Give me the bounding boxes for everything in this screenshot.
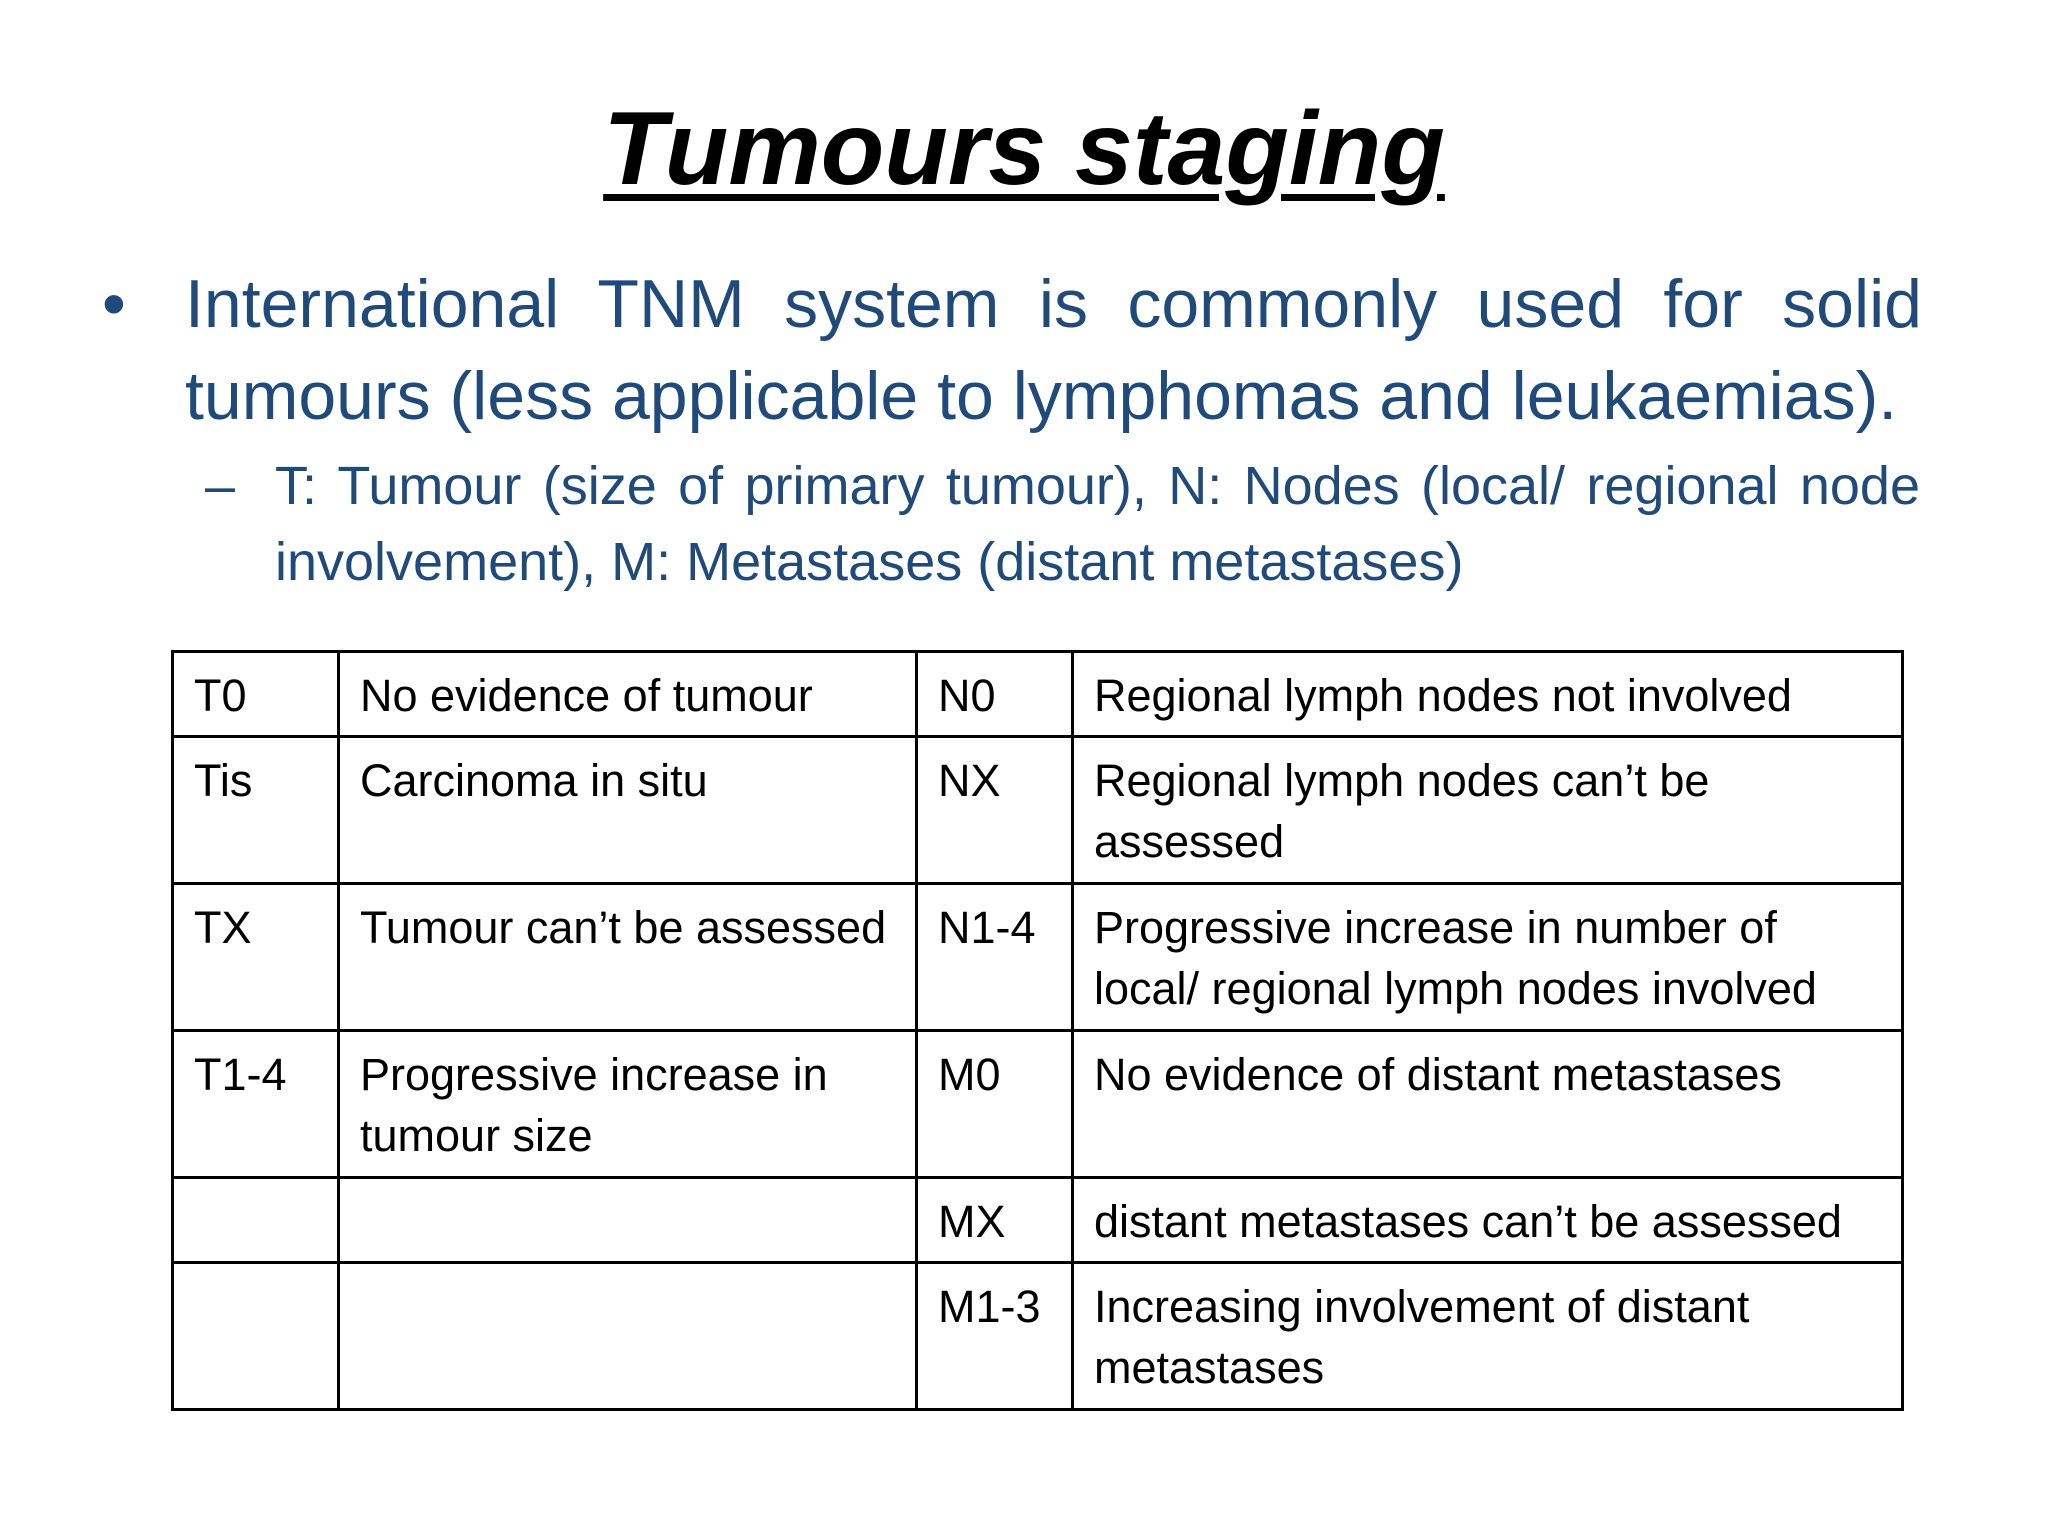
t-description-cell: Tumour can’t be assessed [339, 884, 917, 1031]
t-code-cell: T1-4 [173, 1031, 339, 1178]
nm-description-cell: Regional lymph nodes not involved [1073, 652, 1903, 737]
bullet-icon: • [102, 266, 126, 342]
t-code-cell: Tis [173, 737, 339, 884]
t-code-cell: TX [173, 884, 339, 1031]
table-row [173, 1031, 1903, 1178]
nm-description-cell: No evidence of distant metastases [1073, 1031, 1903, 1178]
nm-description-cell: distant metastases can’t be assessed [1073, 1178, 1903, 1263]
t-description-cell: Carcinoma in situ [339, 737, 917, 884]
nm-code-cell: NX [917, 737, 1073, 884]
slide-title-text: Tumours staging [603, 91, 1445, 207]
sub-bullet-point [205, 448, 1920, 600]
bullet-point [102, 258, 1922, 442]
nm-description-cell: Regional lymph nodes can’t be assessed [1073, 737, 1903, 884]
t-description-cell: Progressive increase in tumour size [339, 1031, 917, 1178]
nm-description-cell: Increasing involvement of distant metastases [1073, 1263, 1903, 1410]
nm-code-cell: N0 [917, 652, 1073, 737]
nm-code-cell: M0 [917, 1031, 1073, 1178]
t-code-cell: T0 [173, 652, 339, 737]
table-row [173, 884, 1903, 1031]
nm-code-cell: M1-3 [917, 1263, 1073, 1410]
nm-description-cell: Progressive increase in number of local/ regional lymph nodes involved [1073, 884, 1903, 1031]
table-row [173, 652, 1903, 737]
table-row [173, 1178, 1903, 1263]
t-code-cell [173, 1178, 339, 1263]
t-description-cell: No evidence of tumour [339, 652, 917, 737]
slide-title [0, 92, 2048, 206]
table-row [173, 1263, 1903, 1410]
bullet-text: International TNM system is commonly used for solid tumours (less applicable to lymphomas and leukaemias). [185, 266, 1922, 434]
t-description-cell [339, 1178, 917, 1263]
table-row [173, 737, 1903, 884]
t-description-cell [339, 1263, 917, 1410]
dash-icon: – [205, 456, 236, 516]
t-code-cell [173, 1263, 339, 1410]
tnm-staging-table [171, 650, 1904, 1411]
nm-code-cell: N1-4 [917, 884, 1073, 1031]
sub-bullet-text: T: Tumour (size of primary tumour), N: Nodes (local/ regional node involvement), M: Metastases (distant metastases) [275, 456, 1920, 592]
nm-code-cell: MX [917, 1178, 1073, 1263]
